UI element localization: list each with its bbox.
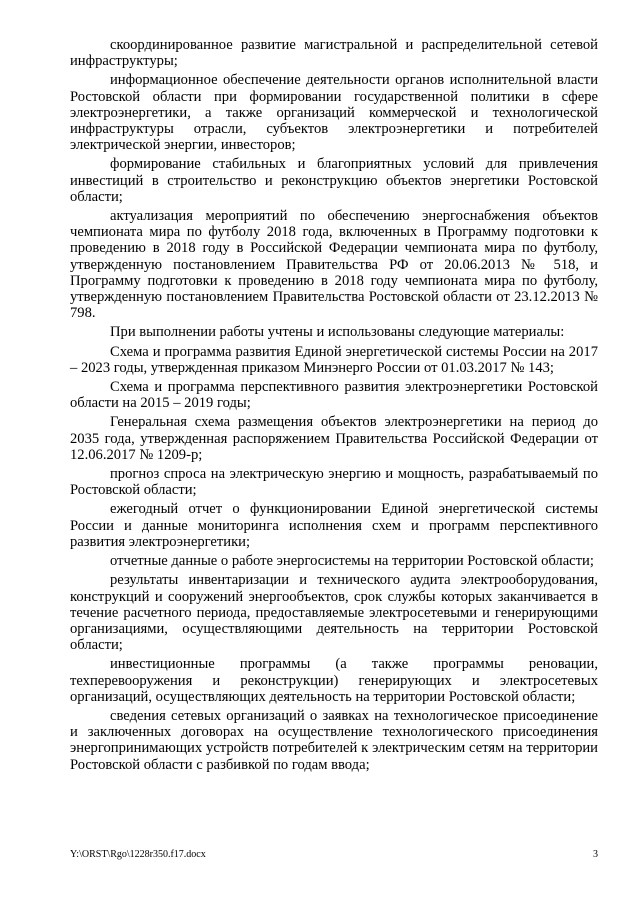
paragraph-7: Схема и программа перспективного развития электроэнергетики Ростовской области на 2015 – 2019 годы; — [70, 379, 598, 412]
footer-file-path: Y:\ORST\Rgo\1228r350.f17.docx — [70, 849, 206, 860]
page-number: 3 — [593, 849, 598, 860]
paragraph-5: При выполнении работы учтены и использованы следующие материалы: — [110, 324, 565, 341]
page-footer — [70, 849, 598, 860]
paragraph-14: сведения сетевых организаций о заявках на технологическое присоединение и заключенных договорах на осуществление технологического присоединения энергопринимающих устройств потребителей к электрическим сетям на территории Ростовской области с разбивкой по годам ввода; — [70, 707, 598, 773]
paragraph-13: инвестиционные программы (а также программы реновации, техперевооружения и реконструкции) генерирующих и электросетевых организаций, осуществляющих деятельность на территории Ростовской области; — [70, 656, 598, 705]
paragraph-4: актуализация мероприятий по обеспечению энергоснабжения объектов чемпионата мира по футболу 2018 года, включенных в Программу подготовки к проведению в 2018 году в Российской Федерации чемпионата мира по футболу, утвержденную постановлением Правительства РФ от 20.06.2013 № 518, и Программу подготовки к проведению в 2018 году чемпионата мира по футболу, утвержденную постановлением Правительства Ростовской области от 23.12.2013 № 798. — [70, 208, 598, 322]
paragraph-11: отчетные данные о работе энергосистемы на территории Ростовской области; — [110, 553, 594, 570]
paragraph-3: формирование стабильных и благоприятных условий для привлечения инвестиций в строительство и реконструкцию объектов энергетики Ростовской области; — [70, 156, 598, 205]
paragraph-1: скоординированное развитие магистральной и распределительной сетевой инфраструктуры; — [70, 37, 598, 70]
paragraph-6: Схема и программа развития Единой энергетической системы России на 2017 – 2023 годы, утвержденная приказом Минэнерго России от 01.03.2017 № 143; — [70, 343, 598, 376]
paragraph-12: результаты инвентаризации и технического аудита электрооборудования, конструкций и сооружений энергообъектов, срок службы которых заканчивается в течение расчетного периода, предоставляемые электросетевыми и генерирующими организациями, осуществляющими деятельность на территории Ростовской области; — [70, 572, 598, 654]
paragraph-2: информационное обеспечение деятельности органов исполнительной власти Ростовской области при формировании государственной политики в сфере электроэнергетики, а также организаций коммерческой и технологической инфраструктуры отрасли, субъектов электроэнергетики и потребителей электрической энергии, инвесторов; — [70, 72, 598, 154]
paragraph-10: ежегодный отчет о функционировании Единой энергетической системы России и данные мониторинга исполнения схем и программ перспективного развития электроэнергетики; — [70, 501, 598, 550]
document-body — [70, 37, 598, 776]
paragraph-9: прогноз спроса на электрическую энергию и мощность, разрабатываемый по Ростовской области; — [70, 466, 598, 499]
paragraph-8: Генеральная схема размещения объектов электроэнергетики на период до 2035 года, утвержденная распоряжением Правительства Российской Федерации от 12.06.2017 № 1209-р; — [70, 414, 598, 463]
